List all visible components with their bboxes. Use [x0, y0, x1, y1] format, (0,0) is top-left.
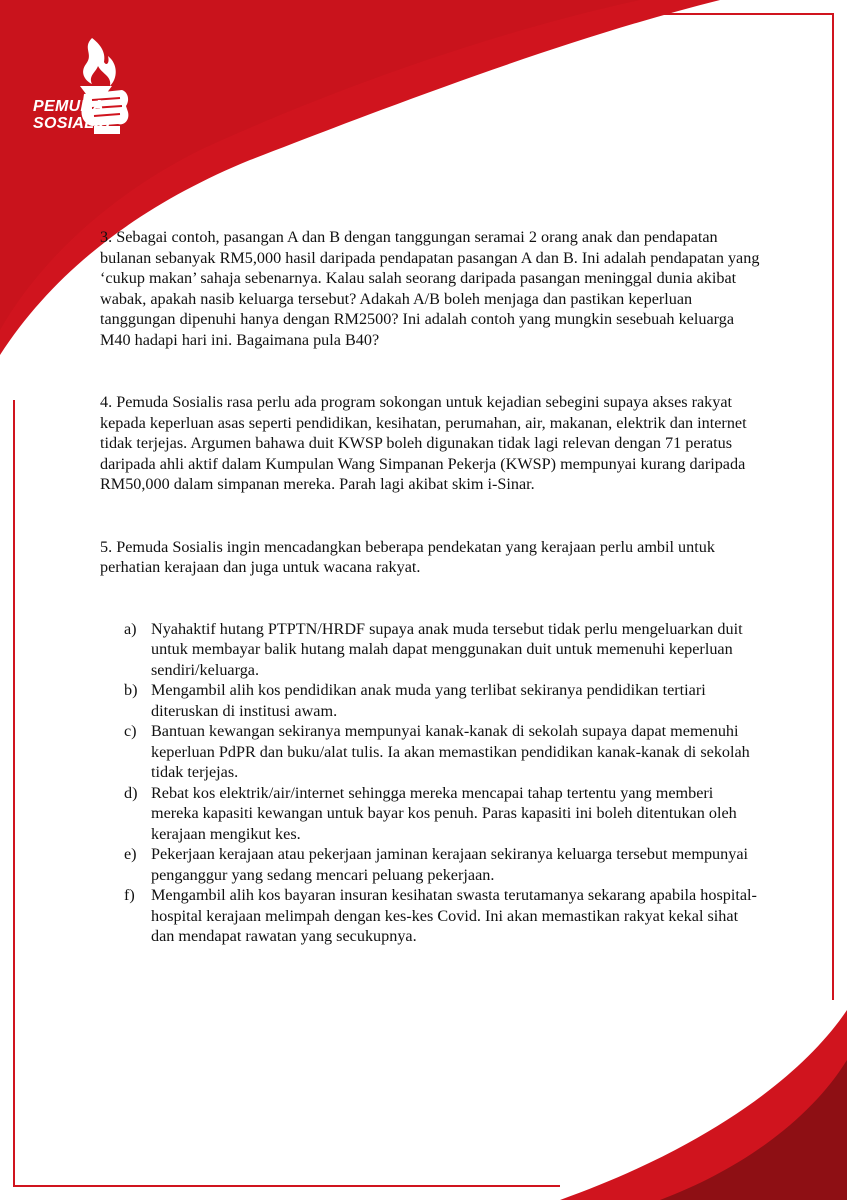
list-item-text: Bantuan kewangan sekiranya mempunyai kanak-kanak di sekolah supaya dapat memenuhi keperluan PdPR dan buku/alat tulis. Ia akan memastikan pendidikan kanak-kanak di sekolah tidak terjejas.	[151, 722, 750, 781]
logo-line-1: PEMUDA	[33, 98, 105, 115]
list-item	[124, 783, 760, 845]
document-body	[100, 227, 760, 947]
list-item	[124, 619, 760, 681]
list-item-text: Rebat kos elektrik/air/internet sehingga mereka mencapai tahap tertentu yang memberi mereka kapasiti kewangan untuk bayar kos penuh. Paras kapasiti ini boleh ditentukan oleh kerajaan mengikut kes.	[151, 783, 737, 843]
paragraph-4: 4. Pemuda Sosialis rasa perlu ada program sokongan untuk kejadian sebegini supaya akses rakyat kepada keperluan asas seperti pendidikan, kesihatan, perumahan, air, makanan, elektrik dan internet tidak terjejas. Argumen bahawa duit KWSP boleh digunakan tidak lagi relevan dengan 71 peratus daripada ahli aktif dalam Kumpulan Wang Simpanan Pekerja (KWSP) mempunyai kurang daripada RM50,000 dalam simpanan mereka. Parah lagi akibat skim i-Sinar.	[100, 393, 747, 493]
list-item-text: Nyahaktif hutang PTPTN/HRDF supaya anak muda tersebut tidak perlu mengeluarkan duit untuk membayar balik hutang malah dapat menggunakan duit untuk memenuhi keperluan sendiri/keluarga.	[151, 619, 743, 679]
list-marker: b)	[124, 681, 138, 699]
list-marker: d)	[124, 783, 138, 802]
logo-wordmark	[33, 98, 110, 132]
list-item	[124, 680, 760, 721]
list-marker: f)	[124, 886, 135, 904]
list-item	[124, 885, 760, 947]
list-item	[124, 844, 760, 885]
list-marker: e)	[124, 845, 137, 863]
list-item	[124, 721, 760, 783]
logo-line-2: SOSIALIS	[33, 115, 111, 132]
paragraph-3: 3. Sebagai contoh, pasangan A dan B dengan tanggungan seramai 2 orang anak dan pendapatan bulanan sebanyak RM5,000 hasil daripada pendapatan pasangan A dan B. Ini adalah pendapatan yang ‘cukup makan’ sahaja sebenarnya. Kalau salah seorang daripada pasangan meninggal dunia akibat wabak, apakah nasib keluarga tersebut? Adakah A/B boleh menjaga dan pastikan keperluan tanggungan dipenuhi hanya dengan RM2500? Ini adalah contoh yang mungkin sesebuah keluarga M40 hadapi hari ini. Bagaimana pula B40?	[100, 228, 760, 349]
list-marker: c)	[124, 722, 137, 740]
list-item-text: Mengambil alih kos pendidikan anak muda yang terlibat sekiranya pendidikan tertiari diteruskan di institusi awam.	[151, 681, 706, 720]
list-item-text: Mengambil alih kos bayaran insuran kesihatan swasta terutamanya sekarang apabila hospital-hospital kerajaan melimpah dengan kes-kes Covid. Ini akan memastikan rakyat kekal sihat dan mendapat rawatan yang secukupnya.	[151, 886, 757, 945]
list-marker: a)	[124, 619, 137, 638]
paragraph-5: 5. Pemuda Sosialis ingin mencadangkan beberapa pendekatan yang kerajaan perlu ambil untuk perhatian kerajaan dan juga untuk wacana rakyat.	[100, 537, 715, 576]
list-item-text: Pekerjaan kerajaan atau pekerjaan jaminan kerajaan sekiranya keluarga tersebut mempunyai penganggur yang sedang mencari peluang pekerjaan.	[151, 845, 749, 884]
proposal-list	[124, 619, 760, 947]
